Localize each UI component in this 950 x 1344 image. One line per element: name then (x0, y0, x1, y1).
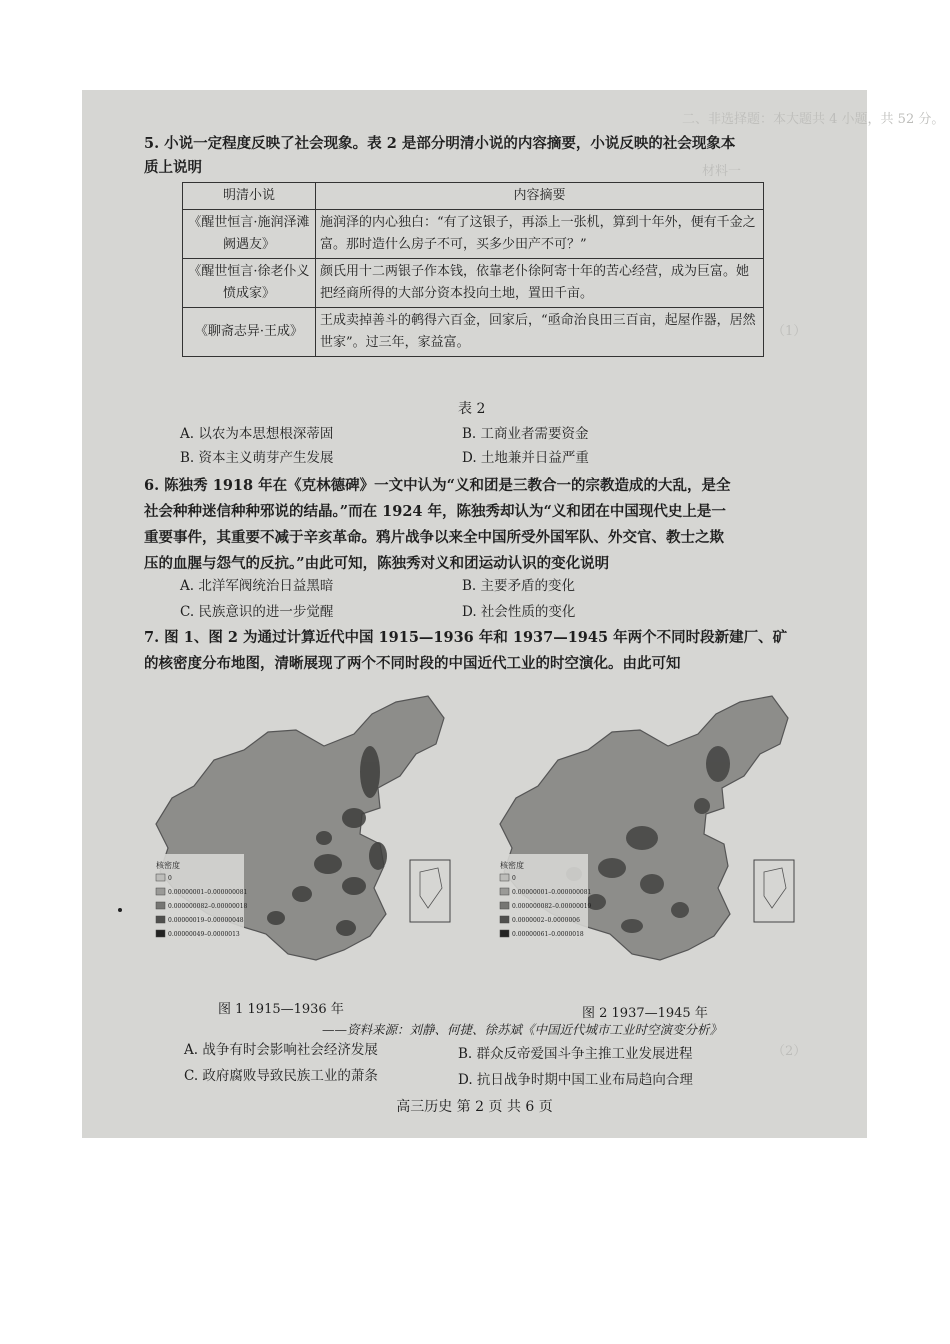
table-header-row (183, 183, 764, 210)
table-row (183, 210, 764, 259)
exam-page (82, 90, 945, 1138)
bleed-text: （1） (772, 324, 807, 339)
q5-option-a[interactable]: A. 以农为本思想根深蒂固 (180, 426, 334, 442)
figure-1-caption: 图 1 1915—1936 年 (218, 1002, 344, 1017)
q6-option-c[interactable]: C. 民族意识的进一步觉醒 (180, 604, 334, 620)
q6-stem-line2: 社会种种迷信种种邪说的结晶。”而在 1924 年，陈独秀却认为“义和团在中国现代史上是一 (144, 503, 726, 520)
legend-entry: 0 (168, 875, 172, 882)
legend-swatch (156, 902, 165, 909)
figure-source: ——资料来源：刘静、何捷、徐苏斌《中国近代城市工业时空演变分析》 (322, 1022, 723, 1037)
legend-entry: 0.0000002–0.0000006 (512, 917, 580, 924)
legend-swatch (156, 916, 165, 923)
q5-stem-line1: 5. 小说一定程度反映了社会现象。表 2 是部分明清小说的内容摘要，小说反映的社会现象本 (144, 135, 736, 152)
table-header: 明清小说 (183, 183, 316, 210)
novel-summary: 颜氏用十二两银子作本钱，依靠老仆徐阿寄十年的苦心经营，成为巨富。她把经商所得的大部分资本投向土地，置田千亩。 (316, 259, 764, 308)
q6-option-d[interactable]: D. 社会性质的变化 (462, 604, 576, 620)
table-row (183, 308, 764, 357)
legend-title: 核密度 (500, 861, 524, 870)
novel-summary: 施润泽的内心独白：“有了这银子，再添上一张机，算到十年外，便有千金之富。那时造什么房子不可，买多少田产不可？” (316, 210, 764, 259)
novel-table (182, 182, 764, 357)
q7-option-a[interactable]: A. 战争有时会影响社会经济发展 (184, 1042, 378, 1058)
legend-entry: 0.00000049–0.0000013 (168, 931, 240, 938)
bleed-text: （2） (772, 1044, 807, 1059)
novel-title: 《醒世恒言·徐老仆义愤成家》 (183, 259, 316, 308)
page-footer: 高三历史 第 2 页 共 6 页 (396, 1099, 553, 1115)
density-map-1937-1945 (492, 688, 814, 996)
legend-swatch (500, 902, 509, 909)
novel-summary: 王成卖掉善斗的鹌得六百金，回家后，“亟命治良田三百亩，起屋作器，居然世家”。过三年，家益富。 (316, 308, 764, 357)
legend-entry: 0.00000061–0.0000018 (512, 931, 584, 938)
legend-title: 核密度 (156, 861, 180, 870)
q6-option-b[interactable]: B. 主要矛盾的变化 (462, 578, 576, 594)
q6-stem-line1: 6. 陈独秀 1918 年在《克林德碑》一文中认为“义和团是三教合一的宗教造成的大乱，是全 (144, 477, 731, 494)
q6-stem-line4: 压的血腥与怨气的反抗。”由此可知，陈独秀对义和团运动认识的变化说明 (144, 555, 610, 572)
q7-stem-line1: 7. 图 1、图 2 为通过计算近代中国 1915—1936 年和 1937—1945 年两个不同时段新建厂、矿 (144, 629, 788, 646)
page-mark (118, 908, 122, 912)
density-map-1915-1936 (148, 688, 470, 996)
legend-swatch (500, 874, 509, 881)
q6-option-a[interactable]: A. 北洋军阀统治日益黑暗 (180, 578, 334, 594)
q7-option-c[interactable]: C. 政府腐败导致民族工业的萧条 (184, 1068, 378, 1084)
q7-option-d[interactable]: D. 抗日战争时期中国工业布局趋向合理 (458, 1072, 693, 1088)
q5-option-c[interactable]: B. 资本主义萌芽产生发展 (180, 450, 334, 466)
q7-stem-line2: 的核密度分布地图，清晰展现了两个不同时段的中国近代工业的时空演化。由此可知 (144, 655, 681, 672)
legend-swatch (500, 916, 509, 923)
q5-option-d[interactable]: D. 土地兼并日益严重 (462, 450, 589, 466)
south-china-sea-inset (754, 860, 794, 922)
legend-swatch (156, 888, 165, 895)
legend-swatch (500, 888, 509, 895)
legend-entry: 0.00000001–0.000000081 (168, 889, 248, 896)
legend-entry: 0.00000001–0.000000081 (512, 889, 592, 896)
legend-entry: 0.000000082–0.00000019 (512, 903, 592, 910)
q5-stem-line2: 质上说明 (144, 159, 202, 176)
novel-title: 《聊斋志异·王成》 (183, 308, 316, 357)
legend-swatch (156, 874, 165, 881)
south-china-sea-inset (410, 860, 450, 922)
table-caption: 表 2 (458, 401, 486, 417)
table-header: 内容摘要 (316, 183, 764, 210)
bleed-text: 二、非选择题：本大题共 4 小题，共 52 分。 (682, 112, 945, 127)
table-row (183, 259, 764, 308)
novel-title: 《醒世恒言·施润泽滩阙遇友》 (183, 210, 316, 259)
legend-swatch (156, 930, 165, 937)
bleed-text: 材料一 (702, 164, 742, 179)
q6-stem-line3: 重要事件，其重要不减于辛亥革命。鸦片战争以来全中国所受外国军队、外交官、教士之欺 (144, 529, 724, 546)
figure-2-caption: 图 2 1937—1945 年 (582, 1006, 708, 1021)
q7-option-b[interactable]: B. 群众反帝爱国斗争主推工业发展进程 (458, 1046, 693, 1062)
q5-option-b[interactable]: B. 工商业者需要资金 (462, 426, 589, 442)
legend-entry: 0.00000019–0.00000048 (168, 917, 244, 924)
legend-swatch (500, 930, 509, 937)
legend-entry: 0 (512, 875, 516, 882)
legend-entry: 0.000000082–0.00000018 (168, 903, 248, 910)
